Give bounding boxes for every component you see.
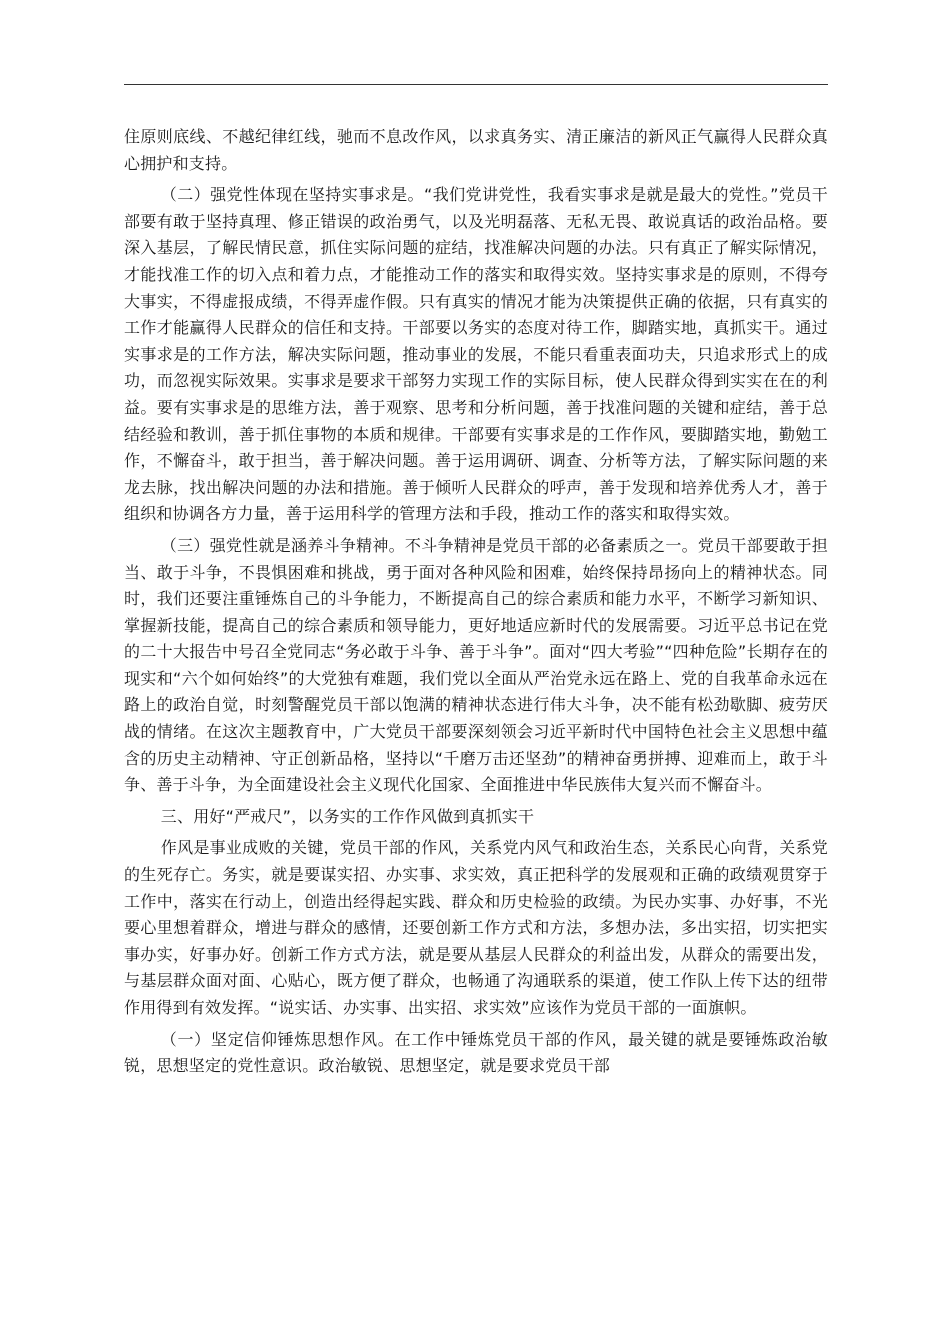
paragraph-seek-truth: （二）强党性体现在坚持实事求是。“我们党讲党性，我看实事求是就是最大的党性。”党员干部要有敢于坚持真理、修正错误的政治勇气，以及光明磊落、无私无畏、敢说真话的政治品格。要深入基层，了解民情民意，抓住实际问题的症结，找准解决问题的办法。只有真正了解实际情况，才能找准工作的切入点和着力点，才能推动工作的落实和取得实效。坚持实事求是的原则，不得夸大事实，不得虚报成绩，不得弄虚作假。只有真实的情况才能为决策提供正确的依据，只有真实的工作才能赢得人民群众的信任和支持。干部要以务实的态度对待工作，脚踏实地，真抓实干。通过实事求是的工作方法，解决实际问题，推动事业的发展，不能只看重表面功夫，只追求形式上的成功，而忽视实际效果。实事求是要求干部努力实现工作的实际目标，使人民群众得到实实在在的利益。要有实事求是的思维方法，善于观察、思考和分析问题，善于找准问题的关键和症结，善于总结经验和教训，善于抓住事物的本质和规律。干部要有实事求是的工作作风，要脚踏实地，勤勉工作，不懈奋斗，敢于担当，善于解决问题。善于运用调研、调查、分析等方法，了解实际问题的来龙去脉，找出解决问题的办法和措施。善于倾听人民群众的呼声，善于发现和培养优秀人才，善于组织和协调各方力量，善于运用科学的管理方法和手段，推动工作的落实和取得实效。 — [124, 185, 828, 524]
paragraph-struggle-spirit: （三）强党性就是涵养斗争精神。不斗争精神是党员干部的必备素质之一。党员干部要敢于担当、敢于斗争，不畏惧困难和挑战，勇于面对各种风险和困难，始终保持昂扬向上的精神状态。同时，我们还要注重锤炼自己的斗争能力，不断提高自己的综合素质和能力水平，不断学习新知识、掌握新技能，提高自己的综合素质和领导能力，更好地适应新时代的发展需要。习近平总书记在党的二十大报告中号召全党同志“务必敢于斗争、善于斗争”。面对“四大考验”“四种危险”长期存在的现实和“六个如何始终”的大党独有难题，我们党以全面从严治党永远在路上、党的自我革命永远在路上的政治自觉，时刻警醒党员干部以饱满的精神状态进行伟大斗争，决不能有松劲歇脚、疲劳厌战的情绪。在这次主题教育中，广大党员干部要深刻领会习近平新时代中国特色社会主义思想中蕴含的历史主动精神、守正创新品格，坚持以“千磨万击还坚劲”的精神奋勇拼搏、迎难而上，敢于斗争、善于斗争，为全面建设社会主义现代化国家、全面推进中华民族伟大复兴而不懈奋斗。 — [124, 535, 828, 795]
header-rule — [124, 84, 828, 85]
paragraph-continued: 住原则底线、不越纪律红线，驰而不息改作风，以求真务实、清正廉洁的新风正气赢得人民群众真心拥护和支持。 — [124, 127, 828, 173]
document-body — [124, 124, 828, 1085]
paragraph-work-style: 作风是事业成败的关键，党员干部的作风，关系党内风气和政治生态，关系民心向背，关系党的生死存亡。务实，就是要谋实招、办实事、求实效，真正把科学的发展观和正确的政绩观贯穿于工作中，落实在行动上，创造出经得起实践、群众和历史检验的政绩。为民办实事、办好事，不光要心里想着群众，增进与群众的感情，还要创新工作方式和方法，多想办法，多出实招，切实把实事办实，好事办好。创新工作方式方法，就是要从基层人民群众的利益出发，从群众的需要出发，与基层群众面对面、心贴心，既方便了群众，也畅通了沟通联系的渠道，使工作队上传下达的纽带作用得到有效发挥。“说实话、办实事、出实招、求实效”应该作为党员干部的一面旗帜。 — [124, 838, 828, 1017]
section-heading: 三、用好“严戒尺”，以务实的工作作风做到真抓实干 — [160, 806, 535, 826]
paragraph-firm-belief: （一）坚定信仰锤炼思想作风。在工作中锤炼党员干部的作风，最关键的就是要锤炼政治敏锐，思想坚定的党性意识。政治敏锐、思想坚定，就是要求党员干部 — [124, 1029, 828, 1076]
